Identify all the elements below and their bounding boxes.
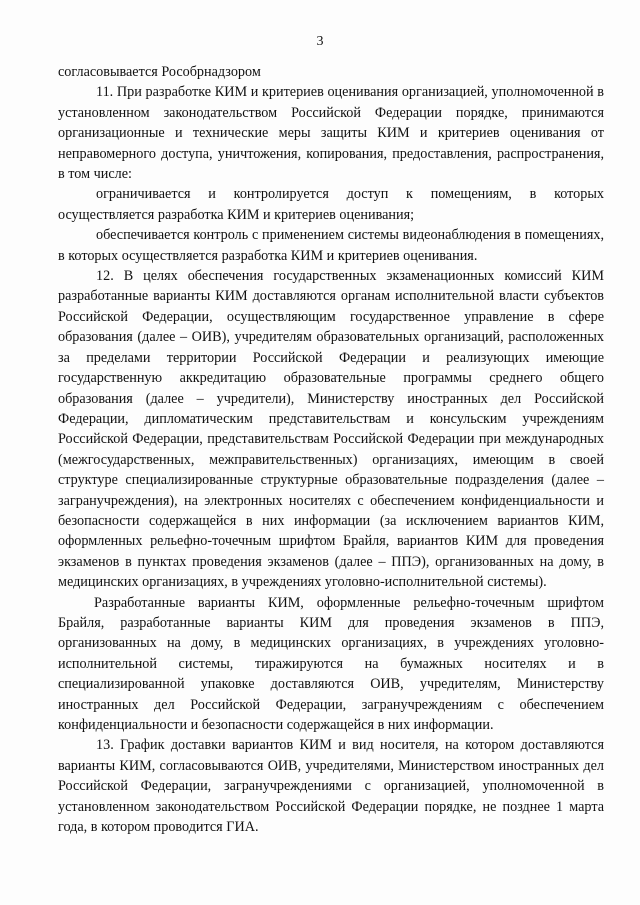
paragraph-item-12: 12. В целях обеспечения государственных экзаменационных комиссий КИМ разработанные варианты КИМ доставляются органам исполнительной власти субъектов Российской Федерации, осуществляющим государственное управление в сфере образования (далее – ОИВ), учредителям образовательных организаций, расположенных за пределами территории Российской Федерации и реализующих имеющие государственную аккредитацию образовательные программы среднего общего образования (далее – учредители), Министерству иностранных дел Российской Федерации, дипломатическим представительствам и консульским учреждениям Российской Федерации, представительствам Российской Федерации при международных (межгосударственных, межправительственных) организациях, имеющим в своей структуре специализированные структурные образовательные подразделения (далее – загранучреждения), на электронных носителях с обеспечением конфиденциальности и безопасности содержащейся в них информации (за исключением вариантов КИМ, оформленных рельефно-точечным шрифтом Брайля, вариантов КИМ для проведения экзаменов в пунктах проведения экзаменов (далее – ППЭ), организованных на дому, в медицинских организациях, в учреждениях уголовно-исполнительной системы). bbox=[58, 268, 604, 591]
paragraph-continuation: согласовывается Рособрнадзором bbox=[58, 64, 261, 80]
paragraph-item-11: 11. При разработке КИМ и критериев оценивания организацией, уполномоченной в установленном законодательством Российской Федерации порядке, принимаются организационные и технические меры защиты КИМ и критериев оценивания от неправомерного доступа, уничтожения, копирования, предоставления, распространения, в том числе: bbox=[58, 84, 604, 183]
paragraph-video-surveillance: обеспечивается контроль с применением системы видеонаблюдения в помещениях, в которых осуществляется разработка КИМ и критериев оценивания. bbox=[58, 227, 604, 264]
paragraph-braille-variants: Разработанные варианты КИМ, оформленные рельефно-точечным шрифтом Брайля, разработанные варианты КИМ для проведения экзаменов в ППЭ, организованных на дому, в медицинских организациях, в учреждениях уголовно-исполнительной системы, тиражируются на бумажных носителях и в специализированной упаковке доставляются ОИВ, учредителям, Министерству иностранных дел Российской Федерации, загранучреждениям с обеспечением конфиденциальности и безопасности содержащейся в них информации. bbox=[58, 594, 604, 733]
page-number: 3 bbox=[316, 34, 324, 49]
paragraph-access-restriction: ограничивается и контролируется доступ к помещениям, в которых осуществляется разработка КИМ и критериев оценивания; bbox=[58, 186, 604, 223]
document-body bbox=[58, 62, 604, 837]
paragraph-item-13: 13. График доставки вариантов КИМ и вид носителя, на котором доставляются варианты КИМ, согласовываются ОИВ, учредителями, Министерством иностранных дел Российской Федерации, загранучреждениями с организацией, уполномоченной в установленном законодательством Российской Федерации порядке, не позднее 1 марта года, в котором проводится ГИА. bbox=[58, 737, 604, 836]
